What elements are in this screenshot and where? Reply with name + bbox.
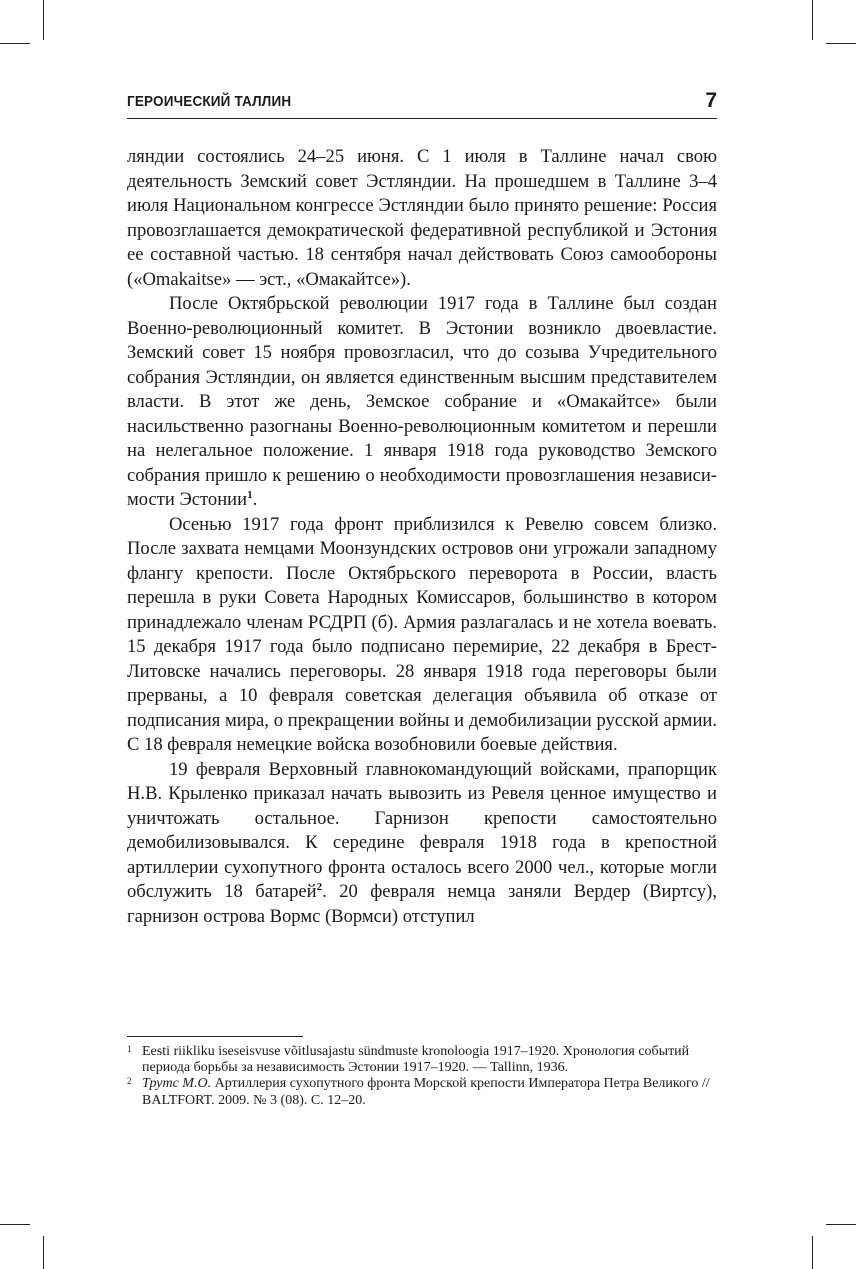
paragraph-text: После Октябрьской революции 1917 года в Таллине был создан Военно-революционный комитет. В Эстонии возникло двоевластие. Земский совет 15 ноября провозгласил, что до созыва Учредительного собрания Эстляндии, он является единственным высшим представителем власти. В этот же день, Земское собрание и «Омакайтсе» были насильственно разогнаны Военно-революционным комитетом и перешли на нелегальное положение. 1 января 1918 года руководство Земского собрания пришло к решению о необходимости провозглашения независимости Эстонии — [127, 293, 717, 510]
paragraph — [127, 758, 717, 930]
crop-mark — [43, 0, 44, 40]
paragraph: Осенью 1917 года фронт приблизился к Ревелю совсем близко. После захвата немцами Моонзундских островов они угрожали западному флангу крепости. После Октябрьского переворота в России, власть перешла в руки Совета Народных Комиссаров, большинство в котором принадлежало членам РСДРП (б). Армия разлагалась и не хотела воевать. 15 декабря 1917 года было подписано перемирие, 22 декабря в Брест-Литовске начались переговоры. 28 января 1918 года переговоры были прерваны, а 10 февраля советская делегация объявила об отказе от подписания мира, о прекращении войны и демобилизации русской армии. С 18 февраля немецкие войска возобновили боевые действия. — [127, 513, 717, 755]
footnote-mark: 2 — [127, 1076, 132, 1087]
footnote-mark: 1 — [127, 1044, 132, 1054]
footnote-1 — [127, 1044, 717, 1076]
paragraph-text-cont: . 20 февраля немца заняли Вердер (Виртсу), гарнизон острова Вормс (Вормси) отступил — [127, 881, 717, 927]
footnote-rule — [127, 1036, 303, 1037]
crop-mark — [826, 1224, 856, 1225]
crop-mark — [0, 1224, 30, 1225]
paragraph: ляндии состоялись 24–25 июня. С 1 июля в Таллине начал свою деятельность Земский совет Эстляндии. На прошедшем в Таллине 3–4 июля Национальном конгрессе Эстляндии было принято решение: Россия провозглашается демократической федеративной республикой и Эстония ее составной частью. 18 сентября начал действовать Союз самообороны («Omakaitse» — эст., «Омакайтсе»). — [127, 146, 717, 290]
footnote-2 — [127, 1076, 717, 1108]
footnote-ref-2[interactable]: 2 — [316, 880, 323, 893]
crop-mark — [812, 0, 813, 40]
footnote-author: Трутс М.О. — [142, 1076, 212, 1092]
crop-mark — [826, 43, 856, 44]
crop-mark — [812, 1236, 813, 1269]
running-head — [127, 88, 717, 119]
running-head-title: ГЕРОИЧЕСКИЙ ТАЛЛИН — [127, 93, 292, 110]
footnotes — [127, 1044, 717, 1109]
page-number: 7 — [705, 89, 717, 112]
crop-mark — [0, 43, 30, 44]
crop-mark — [43, 1236, 44, 1269]
footnote-ref-1[interactable]: 1 — [247, 488, 253, 501]
paragraph-punct: . — [252, 489, 258, 510]
paragraph-text: 19 февраля Верховный главнокомандующий войсками, прапорщик Н.В. Крыленко приказал начать вывозить из Ревеля ценное имущество и уничтожать остальное. Гарнизон крепости самостоятельно демобилизовывался. К середине февраля 1918 года в крепостной артиллерии сухопутного фронта осталось всего 2000 чел., которые могли обслужить 18 батарей — [127, 758, 717, 902]
body-text — [127, 145, 717, 929]
paragraph — [127, 292, 717, 513]
footnote-text: Eesti riikliku iseseisvuse võitlusajastu sündmuste kronoloogia 1917–1920. Хронология событий периода борьбы за независимость Эстонии 1917–1920. — Tallinn, 1936. — [142, 1044, 690, 1076]
footnote-text: Артиллерия сухопутного фронта Морской крепости Императора Петра Великого // BALTFORT. 2009. № 3 (08). С. 12–20. — [142, 1076, 710, 1108]
